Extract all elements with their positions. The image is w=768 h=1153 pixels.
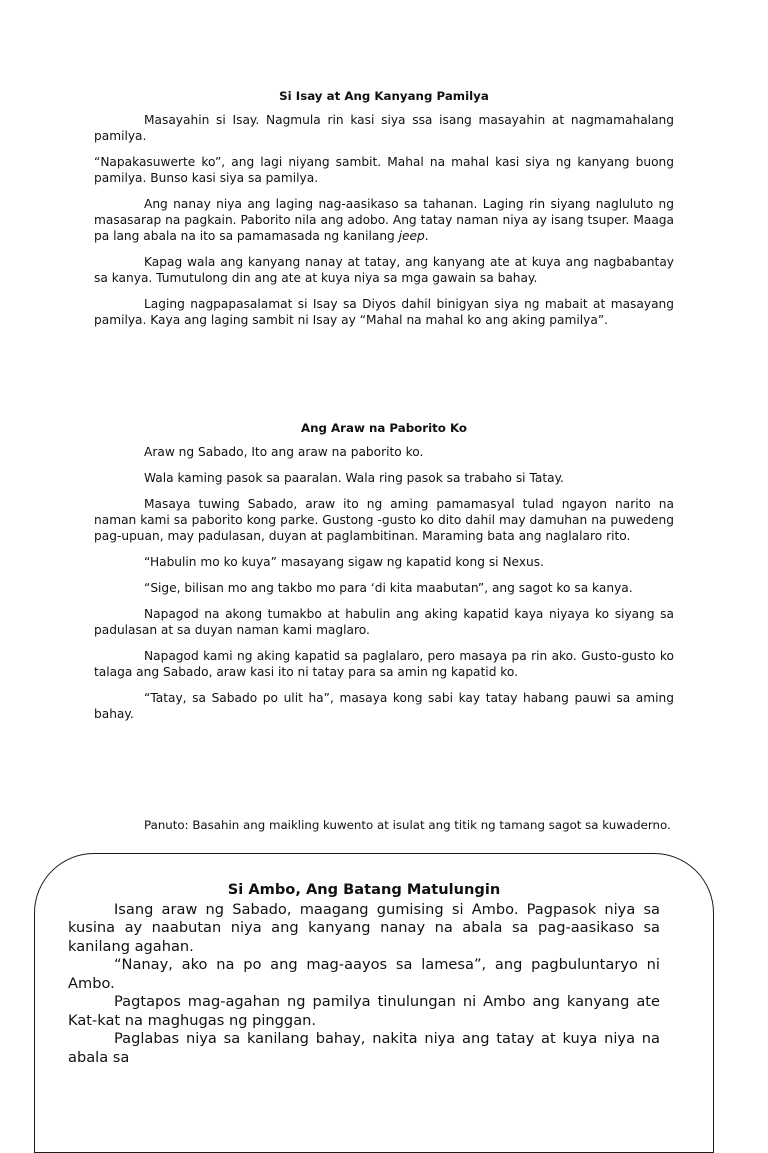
paragraph: “Sige, bilisan mo ang takbo mo para ‘di kita maabutan”, ang sagot ko sa kanya. — [144, 581, 633, 595]
instruction-text: Panuto: Basahin ang maikling kuwento at isulat ang titik ng tamang sagot sa kuwaderno. — [144, 818, 671, 832]
paragraph: Napagod na akong tumakbo at habulin ang aking kapatid kaya niyaya ko siyang sa padulasan at sa duyan naman kami maglaro. — [94, 607, 674, 637]
paragraph: “Nanay, ako na po ang mag-aayos sa lamesa”, ang pagbuluntaryo ni Ambo. — [68, 956, 660, 992]
paragraph: Paglabas niya sa kanilang bahay, nakita niya ang tatay at kuya niya na abala sa — [68, 1030, 660, 1066]
paragraph: Kapag wala ang kanyang nanay at tatay, ang kanyang ate at kuya ang nagbabantay sa kanya. Tumutulong din ang ate at kuya niya sa mga gawain sa bahay. — [94, 255, 674, 285]
paragraph: Masaya tuwing Sabado, araw ito ng aming pamamasyal tulad ngayon narito na naman kami sa paborito kong parke. Gustong -gusto ko dito dahil may damuhan na puwedeng pag-upuan, may padulasan, duyan at paglambitinan. Maraming bata ang naglalaro rito. — [94, 497, 674, 543]
paragraph: “Habulin mo ko kuya” masayang sigaw ng kapatid kong si Nexus. — [144, 555, 545, 569]
story-ambo — [68, 881, 660, 1067]
story-araw — [94, 420, 674, 732]
story-title: Si Ambo, Ang Batang Matulungin — [227, 881, 501, 898]
paragraph: Masayahin si Isay. Nagmula rin kasi siya ssa isang masayahin at nagmamahalang pamilya. — [94, 113, 674, 143]
story-title: Ang Araw na Paborito Ko — [300, 421, 468, 435]
story-isay — [94, 88, 674, 338]
paragraph-text: Ang nanay niya ang laging nag-aasikaso sa tahanan. Laging rin siyang nagluluto ng masasarap na pagkain. Paborito nila ang adobo. Ang tatay naman niya ay isang tsuper. Maaga pa lang abala na ito sa pamamasada ng kanilang — [94, 197, 674, 243]
paragraph-end: . — [424, 229, 429, 243]
italic-word: jeep — [398, 229, 425, 243]
paragraph: “Napakasuwerte ko”, ang lagi niyang sambit. Mahal na mahal kasi siya ng kanyang buong pamilya. Bunso kasi siya sa pamilya. — [94, 155, 674, 185]
paragraph: “Tatay, sa Sabado po ulit ha”, masaya kong sabi kay tatay habang pauwi sa aming bahay. — [94, 691, 674, 721]
paragraph: Araw ng Sabado, Ito ang araw na paborito ko. — [144, 445, 424, 459]
paragraph: Wala kaming pasok sa paaralan. Wala ring pasok sa trabaho si Tatay. — [144, 471, 564, 485]
paragraph: Laging nagpapasalamat si Isay sa Diyos dahil binigyan siya ng mabait at masayang pamilya. Kaya ang laging sambit ni Isay ay “Mahal na mahal ko ang aking pamilya”. — [94, 297, 674, 327]
story-title: Si Isay at Ang Kanyang Pamilya — [279, 89, 489, 103]
paragraph — [94, 196, 674, 244]
paragraph: Napagod kami ng aking kapatid sa paglalaro, pero masaya pa rin ako. Gusto-gusto ko talaga ang Sabado, araw kasi ito ni tatay para sa amin ng kapatid ko. — [94, 649, 674, 679]
paragraph: Pagtapos mag-agahan ng pamilya tinulungan ni Ambo ang kanyang ate Kat-kat na maghugas ng pinggan. — [68, 993, 660, 1029]
paragraph: Isang araw ng Sabado, maagang gumising si Ambo. Pagpasok niya sa kusina ay naabutan niya ang kanyang nanay na abala sa pag-aasikaso sa kanilang agahan. — [68, 900, 660, 955]
